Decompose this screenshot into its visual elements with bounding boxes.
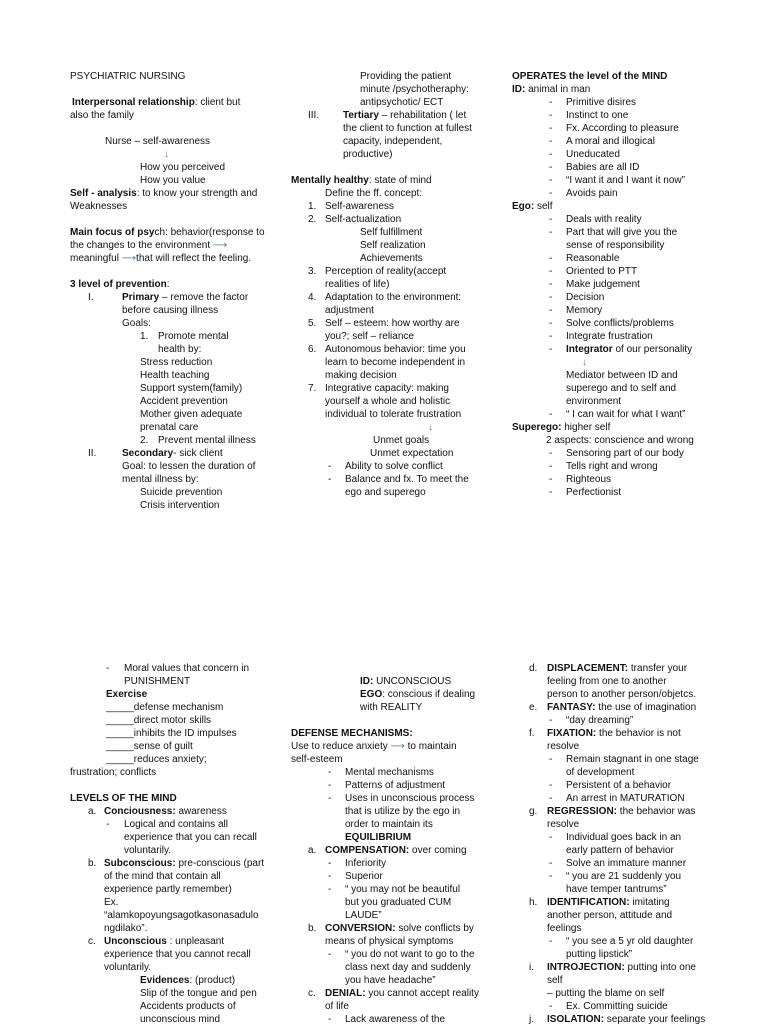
exercise-heading: Exercise: [106, 689, 148, 700]
exercise-item: _____inhibits the ID impulses: [106, 728, 237, 739]
mechanism-a: a. COMPENSATION: over coming: [308, 845, 467, 856]
providing-line: minute /psychotheraphy:: [360, 84, 469, 95]
exercise-item-cont: frustration; conflicts: [70, 767, 157, 778]
actualization-sub: Self fulfillment: [360, 227, 423, 238]
levels-heading: LEVELS OF THE MIND: [70, 793, 177, 804]
list-item: - Decision: [549, 292, 605, 303]
list-item: - Reasonable: [549, 253, 620, 264]
unmet-expectation: Unmet expectation: [370, 448, 454, 459]
goal-1-line-2: health by:: [158, 344, 202, 355]
level-text: ngdilako”.: [104, 923, 148, 934]
actualization-sub: Self realization: [360, 240, 426, 251]
list-item: - Uses in unconscious process: [328, 793, 475, 804]
level-text: voluntarily.: [104, 962, 152, 973]
column-top-left: [70, 70, 270, 512]
list-item: - Remain stagnant in one stage: [549, 754, 699, 765]
list-text: you have headache”: [345, 975, 436, 986]
mechanism-d: d. DISPLACEMENT: transfer your: [529, 663, 688, 674]
list-item: - Integrate frustration: [549, 331, 653, 342]
superego-line: Superego: higher self: [512, 422, 611, 433]
arrow-down-icon: ↓: [582, 357, 587, 368]
level-c: c. Unconscious : unpleasant: [88, 936, 225, 947]
list-text: order to maintain its: [345, 819, 433, 830]
level-text: “alamkopoyungsagotkasonasadulo: [104, 910, 259, 921]
define-line: Define the ff. concept:: [325, 188, 423, 199]
arrow-down-icon: ↓: [164, 149, 169, 160]
list-item: - Memory: [549, 305, 603, 316]
concept-item: 2. Self-actualization: [308, 214, 402, 225]
main-focus-line: Main focus of psych: behavior(response to: [70, 227, 265, 238]
list-text: but you graduated CUM: [345, 897, 452, 908]
concept-text: adjustment: [325, 305, 374, 316]
primary-line-2: before causing illness: [122, 305, 219, 316]
list-text: that is utilize by the ego in: [345, 806, 461, 817]
mechanism-text: means of physical symptoms: [325, 936, 454, 947]
mentally-healthy-line: Mentally healthy: state of mind: [291, 175, 432, 186]
arrow-down-icon: ↓: [428, 422, 433, 433]
mechanism-text: feeling from one to another: [547, 676, 667, 687]
list-item: - Moral values that concern in: [106, 663, 250, 674]
goals-label: Goals:: [122, 318, 151, 329]
list-text: PUNISHMENT: [124, 676, 191, 687]
bullet-item: - Ability to solve conflict: [328, 461, 443, 472]
list-item: - Deals with reality: [549, 214, 642, 225]
mechanism-text: person to another person/objetcs.: [547, 689, 696, 700]
goal-item: Health teaching: [140, 370, 210, 381]
exercise-item: _____defense mechanism: [106, 702, 224, 713]
perceived-line: How you perceived: [140, 162, 226, 173]
concept-item: 4. Adaptation to the environment:: [308, 292, 462, 303]
secondary-goal-2: mental illness by:: [122, 474, 199, 485]
list-item: - “day dreaming”: [549, 715, 634, 726]
mechanism-text: feelings: [547, 923, 582, 934]
arrow-right-icon: ⟶: [212, 240, 228, 251]
list-item: - “ you see a 5 yr old daughter: [549, 936, 694, 947]
list-item: - Avoids pain: [549, 188, 618, 199]
goal-2: 2. Prevent mental illness: [140, 435, 256, 446]
column-bottom-left: [70, 662, 270, 1026]
list-item: - Solve an immature manner: [549, 858, 687, 869]
list-item: - Righteous: [549, 474, 612, 485]
list-text: of development: [566, 767, 635, 778]
level-text: experience partly remember): [104, 884, 232, 895]
interpersonal-line-2: also the family: [70, 110, 134, 121]
mechanism-b: b. CONVERSION: solve conflicts by: [308, 923, 474, 934]
level-a: a. Conciousness: awareness: [88, 806, 227, 817]
list-text: class next day and suddenly: [345, 962, 471, 973]
concept-item: 3. Perception of reality(accept: [308, 266, 447, 277]
id-unconscious: ID: UNCONSCIOUS: [360, 676, 452, 687]
list-item: - Inferiority: [328, 858, 387, 869]
concept-text: learn to become independent in: [325, 357, 466, 368]
bullet-item: - Balance and fx. To meet the: [328, 474, 469, 485]
level-text: of the mind that contain all: [104, 871, 221, 882]
prevention-heading: 3 level of prevention:: [70, 279, 170, 290]
concept-item: 6. Autonomous behavior: time you: [308, 344, 466, 355]
self-analysis-line: Self - analysis: to know your strength and: [70, 188, 258, 199]
list-item: - Make judgement: [549, 279, 640, 290]
list-item: - Persistent of a behavior: [549, 780, 672, 791]
secondary-line: II. Secondary- sick client: [88, 448, 223, 459]
concept-item: 7. Integrative capacity: making: [308, 383, 449, 394]
goal-item: Support system(family): [140, 383, 243, 394]
goal-item: Stress reduction: [140, 357, 213, 368]
use-line-2: self-esteem: [291, 754, 343, 765]
mechanism-text: of life: [325, 1001, 349, 1012]
list-item: - Instinct to one: [549, 110, 629, 121]
exercise-item: _____reduces anxiety;: [106, 754, 207, 765]
list-item: - “I want it and I want it now”: [549, 175, 685, 186]
tertiary-text: productive): [343, 149, 393, 160]
list-item: - Superior: [328, 871, 383, 882]
mediator-text: superego and to self and: [566, 383, 677, 394]
tertiary-text: the client to function at fullest: [343, 123, 472, 134]
mechanism-h: h. IDENTIFICATION: imitating: [529, 897, 670, 908]
concept-text: yourself a whole and holistic: [325, 396, 451, 407]
concept-text: realities of life): [325, 279, 390, 290]
tertiary-line: III. Tertiary – rehabilitation ( let: [308, 110, 467, 121]
tertiary-text: capacity, independent,: [343, 136, 443, 147]
bullet-text: ego and superego: [345, 487, 426, 498]
arrow-right-icon: ⟶: [390, 741, 405, 752]
list-item: - Lack awareness of the: [328, 1014, 446, 1025]
goal-item: prenatal care: [140, 422, 199, 433]
mechanism-text: resolve: [547, 741, 580, 752]
evidence-item: Accidents products of: [140, 1001, 236, 1012]
self-analysis-line-2: Weaknesses: [70, 201, 128, 212]
concept-item: 5. Self – esteem: how worthy are: [308, 318, 460, 329]
providing-line: Providing the patient: [360, 71, 452, 82]
evidence-item: unconscious mind: [140, 1014, 221, 1025]
actualization-sub: Achievements: [360, 253, 423, 264]
mechanism-i: i. INTROJECTION: putting into one: [529, 962, 696, 973]
arrow-right-icon: ⟶: [121, 253, 137, 264]
column-bottom-middle: [291, 675, 491, 1026]
list-item: - Oriented to PTT: [549, 266, 638, 277]
ego-conscious: EGO: conscious if dealing: [360, 689, 476, 700]
nurse-line: Nurse – self-awareness: [105, 136, 211, 147]
list-text: experience that you can recall: [124, 832, 257, 843]
list-text: sense of responsibility: [566, 240, 665, 251]
primary-line: I. Primary – remove the factor: [88, 292, 249, 303]
list-item: - “ you may not be beautiful: [328, 884, 461, 895]
evidence-item: Slip of the tongue and pen: [140, 988, 257, 999]
goal-1: 1. Promote mental: [140, 331, 229, 342]
list-item: - Part that will give you the: [549, 227, 678, 238]
list-item: - “ you do not want to go to the: [328, 949, 475, 960]
list-item: - Ex. Committing suicide: [549, 1001, 668, 1012]
concept-text: you?; self – reliance: [325, 331, 414, 342]
list-text: LAUDE”: [345, 910, 382, 921]
unmet-goals: Unmet goals: [373, 435, 430, 446]
list-text: putting lipstick”: [566, 949, 633, 960]
use-line: Use to reduce anxiety ⟶ to maintain: [291, 741, 457, 752]
column-top-right: [512, 70, 712, 499]
list-item: - Fx. According to pleasure: [549, 123, 679, 134]
concept-item: 1. Self-awareness: [308, 201, 394, 212]
main-focus-line-2: the changes to the environment ⟶: [70, 240, 228, 251]
list-item: - Logical and contains all: [106, 819, 228, 830]
goal-item: Accident prevention: [140, 396, 228, 407]
level-text: Ex.: [104, 897, 119, 908]
concept-text: individual to tolerate frustration: [325, 409, 462, 420]
list-item: - Solve conflicts/problems: [549, 318, 674, 329]
list-item: - “ I can wait for what I want”: [549, 409, 686, 420]
mediator-text: Mediator between ID and: [566, 370, 678, 381]
level-text: experience that you cannot recall: [104, 949, 251, 960]
secondary-goal: Goal: to lessen the duration of: [122, 461, 256, 472]
concept-text: making decision: [325, 370, 397, 381]
mechanism-text: resolve: [547, 819, 580, 830]
secondary-item: Suicide prevention: [140, 487, 223, 498]
equilibrium: EQUILIBRIUM: [345, 832, 412, 843]
list-item: - Primitive disires: [549, 97, 637, 108]
mechanism-text: self: [547, 975, 563, 986]
list-text: early pattern of behavior: [566, 845, 674, 856]
goal-item: Mother given adequate: [140, 409, 243, 420]
operates-heading: OPERATES the level of the MIND: [512, 71, 668, 82]
exercise-item: _____sense of guilt: [106, 741, 193, 752]
column-top-middle: [291, 70, 491, 499]
mechanism-f: f. FIXATION: the behavior is not: [529, 728, 681, 739]
column-bottom-right: [512, 662, 732, 1026]
list-text: voluntarily.: [124, 845, 172, 856]
ego-line: Ego: self: [512, 201, 553, 212]
evidences-line: Evidences: (product): [140, 975, 236, 986]
list-item: - Sensoring part of our body: [549, 448, 684, 459]
mechanism-c: c. DENIAL: you cannot accept reality: [308, 988, 479, 999]
mediator-text: environment: [566, 396, 622, 407]
doc-title: PSYCHIATRIC NURSING: [70, 71, 186, 82]
list-item: - Patterns of adjustment: [328, 780, 446, 791]
mechanism-e: e. FANTASY: the use of imagination: [529, 702, 697, 713]
main-focus-line-3: meaningful ⟶that will reflect the feeling.: [70, 253, 252, 264]
mechanism-j: j. ISOLATION: separate your feelings: [529, 1014, 706, 1025]
list-item: - An arrest in MATURATION: [549, 793, 685, 804]
list-item: - Tells right and wrong: [549, 461, 658, 472]
secondary-item: Crisis intervention: [140, 500, 220, 511]
mechanism-text: another person, attitude and: [547, 910, 673, 921]
value-line: How you value: [140, 175, 206, 186]
ego-conscious-2: with REALITY: [360, 702, 423, 713]
providing-line: antipsychotic/ ECT: [360, 97, 444, 108]
mechanism-g: g. REGRESSION: the behavior was: [529, 806, 696, 817]
exercise-item: _____direct motor skills: [106, 715, 212, 726]
list-item: - Mental mechanisms: [328, 767, 434, 778]
level-b: b. Subconscious: pre-conscious (part: [88, 858, 265, 869]
list-item: - Individual goes back in an: [549, 832, 682, 843]
id-line: ID: animal in man: [512, 84, 591, 95]
mechanism-text: – putting the blame on self: [547, 988, 665, 999]
interpersonal-line: Interpersonal relationship: client but: [72, 97, 241, 108]
list-item: - Babies are all ID: [549, 162, 640, 173]
list-text: have temper tantrums”: [566, 884, 667, 895]
list-item: - Uneducated: [549, 149, 620, 160]
list-item: - “ you are 21 suddenly you: [549, 871, 682, 882]
list-item: - Integrator of our personality: [549, 344, 693, 355]
list-item: - A moral and illogical: [549, 136, 655, 147]
aspects-line: 2 aspects: conscience and wrong: [546, 435, 694, 446]
list-item: - Perfectionist: [549, 487, 622, 498]
defense-heading: DEFENSE MECHANISMS:: [291, 728, 413, 739]
